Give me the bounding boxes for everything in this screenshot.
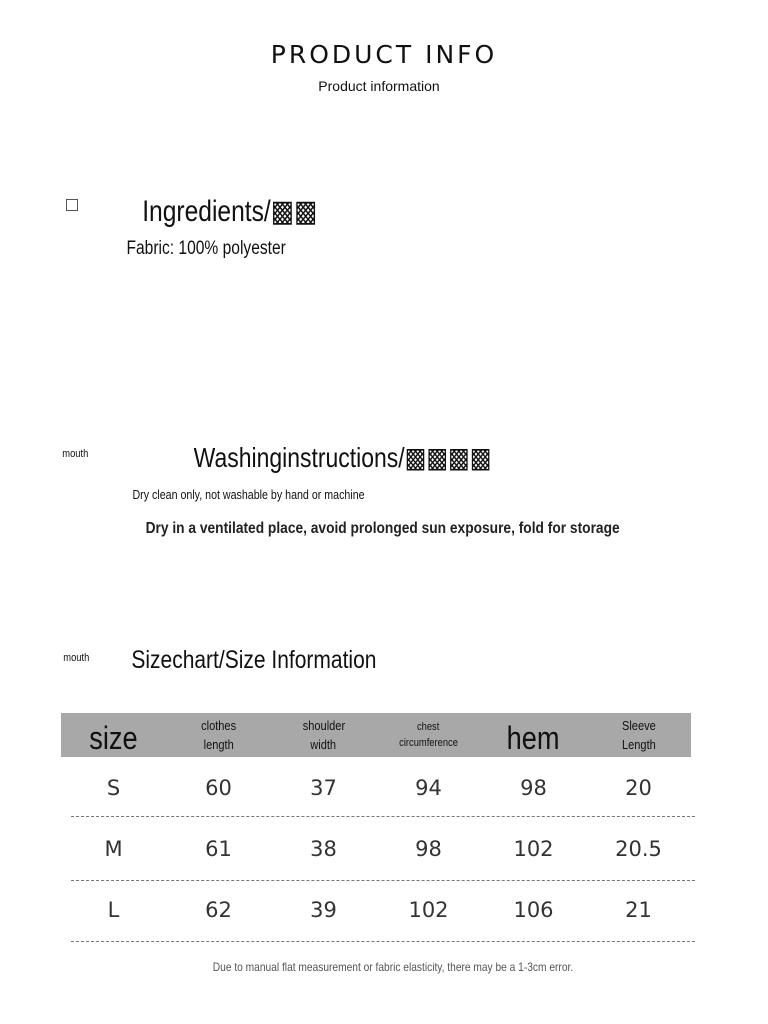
table-row — [61, 819, 691, 879]
table-cell: 39 — [310, 898, 337, 922]
header-hem-label: hem — [507, 719, 560, 756]
header-chest — [376, 713, 481, 757]
header-shoulder-width — [271, 713, 376, 757]
washing-marker: mouth — [62, 448, 89, 460]
header-clothes-length-line1: clothes — [200, 718, 237, 733]
table-cell: 61 — [205, 837, 232, 861]
header-clothes-length — [166, 713, 271, 757]
header-clothes-length-line2: length — [203, 737, 234, 752]
table-cell: 94 — [415, 776, 442, 800]
ingredients-heading: Ingredients/▩▩ — [142, 195, 318, 228]
table-row — [61, 880, 691, 940]
header-sleeve-length — [586, 713, 691, 757]
row-divider — [71, 816, 695, 817]
header-shoulder-width-line2: width — [310, 737, 337, 752]
header-size-label: size — [89, 719, 138, 756]
header-sleeve-line2: Length — [621, 737, 656, 752]
table-cell: 60 — [205, 776, 232, 800]
measurement-note — [0, 960, 768, 974]
page-subtitle: Product information — [318, 78, 440, 94]
row-divider — [71, 941, 695, 942]
table-cell: 20.5 — [615, 837, 662, 861]
washing-instruction-2: Dry in a ventilated place, avoid prolonged sun exposure, fold for storage — [145, 520, 620, 537]
table-cell: 98 — [520, 776, 547, 800]
table-cell: 21 — [625, 898, 652, 922]
table-cell: 106 — [513, 898, 554, 922]
ingredients-text: Fabric: 100% polyester — [126, 238, 286, 259]
table-cell: 37 — [310, 776, 337, 800]
sizechart-heading: Sizechart/Size Information — [131, 646, 377, 674]
measurement-note-text: Due to manual flat measurement or fabric elasticity, there may be a 1-3cm error. — [212, 960, 574, 974]
washing-heading: Washinginstructions/▩▩▩▩ — [193, 442, 492, 473]
checkbox-icon — [66, 199, 78, 211]
sizechart-marker: mouth — [63, 652, 90, 664]
table-cell: 20 — [625, 776, 652, 800]
page-title: PRODUCT INFO — [270, 40, 498, 69]
table-cell: 62 — [205, 898, 232, 922]
header-chest-line1: chest — [417, 721, 440, 733]
table-cell: 102 — [513, 837, 554, 861]
table-cell: 102 — [408, 898, 449, 922]
header-chest-line2: circumference — [399, 737, 458, 749]
table-cell: M — [104, 837, 123, 861]
table-row — [61, 758, 691, 818]
table-cell: S — [106, 776, 121, 800]
washing-instruction-1: Dry clean only, not washable by hand or machine — [132, 487, 365, 502]
header-size — [61, 713, 166, 757]
header-shoulder-width-line1: shoulder — [302, 718, 345, 733]
table-cell: 38 — [310, 837, 337, 861]
size-table-header — [61, 713, 691, 757]
header-sleeve-line1: Sleeve — [621, 718, 656, 733]
header-hem — [481, 713, 586, 757]
table-cell: L — [107, 898, 120, 922]
table-cell: 98 — [415, 837, 442, 861]
